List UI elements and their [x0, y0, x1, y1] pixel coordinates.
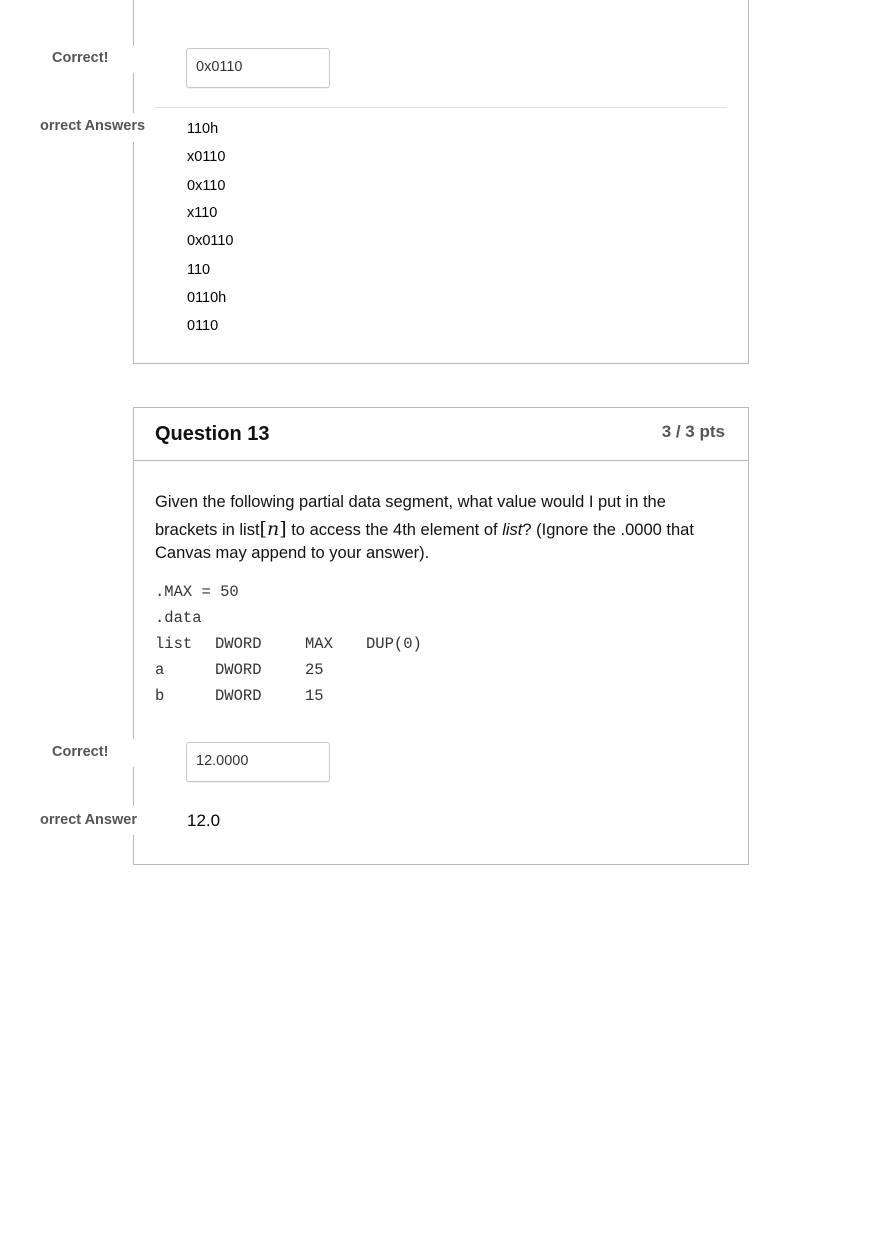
correct-answer-label: orrect Answer	[40, 812, 137, 828]
correct-label: Correct!	[52, 744, 109, 760]
prompt-emphasis: list	[502, 521, 523, 539]
correct-answer-item: 0110h	[187, 290, 227, 306]
code-operand: 15	[305, 687, 324, 705]
code-line: .MAX = 50	[155, 583, 239, 601]
code-operand: 25	[305, 661, 324, 679]
correct-answer-item: 0110	[187, 318, 219, 334]
correct-answer-item: x110	[187, 205, 218, 221]
correct-answer-item: 110h	[187, 121, 219, 137]
code-label: a	[155, 661, 165, 679]
question-prompt-line: Canvas may append to your answer).	[155, 544, 430, 562]
correct-label: Correct!	[52, 50, 109, 66]
user-answer-field: 0x0110	[186, 48, 330, 88]
prompt-text: ? (Ignore the .0000 that	[522, 521, 694, 539]
question-title: Question 13	[155, 423, 270, 445]
correct-answers-label: orrect Answers	[40, 118, 146, 134]
border-gap	[131, 46, 136, 73]
divider	[155, 107, 727, 108]
correct-answer-item: 0x0110	[187, 233, 234, 249]
code-directive: DWORD	[215, 635, 262, 653]
question-header-divider	[134, 460, 748, 461]
correct-answer-item: 0x110	[187, 178, 226, 194]
prompt-text: to access the 4th element of	[286, 521, 503, 539]
question-prompt-line: Given the following partial data segment, what value would I put in the	[155, 493, 666, 511]
correct-answer-value: 12.0	[187, 811, 221, 830]
code-directive: DWORD	[215, 687, 262, 705]
code-label: b	[155, 687, 165, 705]
question-prompt-line	[155, 518, 694, 540]
code-operand: DUP(0)	[366, 635, 422, 653]
border-gap	[131, 739, 136, 767]
user-answer-field: 12.0000	[186, 742, 330, 782]
math-variable-n: n	[266, 518, 280, 540]
code-operand: MAX	[305, 635, 333, 653]
correct-answer-item: x0110	[187, 149, 226, 165]
prompt-text: brackets in list	[155, 521, 260, 539]
correct-answer-item: 110	[187, 262, 211, 278]
code-directive: DWORD	[215, 661, 262, 679]
question-points: 3 / 3 pts	[661, 422, 725, 441]
code-line: .data	[155, 609, 202, 627]
code-label: list	[155, 635, 193, 653]
math-list-index: [n]	[259, 518, 287, 540]
